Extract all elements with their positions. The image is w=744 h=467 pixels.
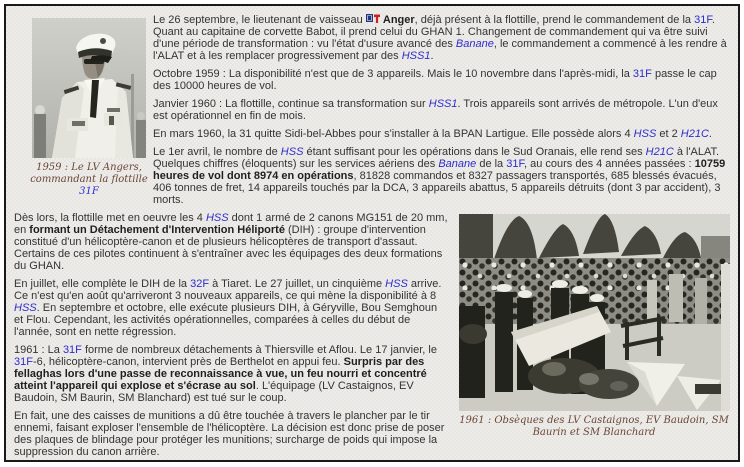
- link-hss[interactable]: HSS: [205, 212, 229, 224]
- text-segment: Dès lors, la flottille met en oeuvre les 4: [14, 212, 206, 224]
- text-segment: Le 1er avril, le nombre de: [153, 146, 281, 158]
- text-segment: 10759 heures de vol dont 8974 en opérations: [153, 158, 729, 182]
- text-segment: passe le cap des 10000 heures de vol.: [153, 68, 720, 92]
- text-segment: , déjà présent à la flottille, prend le commandement de la: [414, 14, 695, 26]
- link-hss[interactable]: HSS: [14, 302, 37, 314]
- funeral-photo: [459, 214, 730, 411]
- text-segment: . Trois appareils sont arrivés de métropole. L'un d'eux est opérationnel en fin de mois.: [153, 98, 721, 122]
- anger-link-icon[interactable]: [366, 13, 380, 24]
- text-segment: 1959 : Le LV Angers,: [36, 162, 142, 173]
- link-31f[interactable]: 31F: [694, 14, 712, 26]
- text-segment: à l'ALAT. Quelques chiffres (éloquents) sur les services aériens des: [153, 146, 723, 170]
- text-segment: Janvier 1960 : La flottille, continue sa transformation sur: [153, 98, 429, 110]
- link-banane[interactable]: Banane: [455, 38, 494, 50]
- link-h21c[interactable]: H21C: [680, 128, 709, 140]
- figure-angers-portrait: [30, 18, 151, 198]
- link-32f[interactable]: 32F: [190, 278, 210, 290]
- link-hss[interactable]: HSS: [633, 128, 657, 140]
- text-segment: .: [430, 50, 434, 62]
- text-segment: Anger: [382, 14, 415, 26]
- link-31f[interactable]: 31F: [79, 186, 99, 197]
- link-31f[interactable]: 31F: [14, 356, 33, 368]
- text-segment: formant un Détachement d'Intervention Héliporté: [29, 224, 285, 236]
- text-segment: Octobre 1959 : La disponibilité n'est que de 3 appareils. Mais le 10 novembre dans l'après-midi, la: [153, 68, 633, 80]
- link-31f[interactable]: 31F: [632, 68, 652, 80]
- text-segment: En juillet, elle complète le DIH de la: [14, 278, 191, 290]
- link-banane[interactable]: Banane: [438, 158, 477, 170]
- text-segment: . Quant au capitaine de corvette Babot, il prend celui du GHAN 1. Changement de commandement qui va être suivi d'une période de transformation : vu l'état d'usure avancé des: [153, 14, 718, 50]
- link-hss[interactable]: HSS: [280, 146, 304, 158]
- link-h21c[interactable]: H21C: [645, 146, 674, 158]
- article: [6, 6, 738, 458]
- text-segment: , au cours des 4 années passées :: [523, 158, 695, 170]
- text-segment: dont 1 armé de 2 canons MG151 de 20 mm, en: [14, 212, 451, 236]
- content-frame: [4, 4, 740, 462]
- text-segment: et 2: [656, 128, 681, 140]
- text-segment: -6, hélicoptère-canon, intervient près de Berthelot en appui feu.: [32, 356, 344, 368]
- text-segment: Surpris par des fellaghas lors d'une passe de reconnaissance à vue, un feu nourri et concentré atteint l'appareil qui explose et s'écrase au sol: [14, 356, 430, 392]
- link-31f[interactable]: 31F: [62, 344, 82, 356]
- text-segment: 1961 : La: [14, 344, 63, 356]
- text-segment: de la: [476, 158, 507, 170]
- text-segment: à Tiaret. Le 27 juillet, un cinquième: [209, 278, 386, 290]
- link-31f[interactable]: 31F: [506, 158, 524, 170]
- link-hss1[interactable]: HSS1: [428, 98, 458, 110]
- text-segment: En fait, une des caisses de munitions a dû être touchée à travers le plancher par le tir ennemi, faisant exploser l'ensemble de l'hélicoptère. La décision est donc prise de poser des plaques de blindage pour protéger les munitions; surcharge de poids qui impose la suppression du canon arrière.: [14, 410, 448, 458]
- text-segment: En mars 1960, la 31 quitte Sidi-bel-Abbes pour s'installer à la BPAN Lartigue. Elle possède alors 4: [153, 128, 634, 140]
- link-hss1[interactable]: HSS1: [401, 50, 431, 62]
- text-segment: commandant la flottille: [30, 174, 151, 185]
- text-segment: , 81828 commandos et 8327 passagers transportés, 685 blessés évacués, 406 tonnes de fret, 14 appareils touchés par la DCA, 3 appareils abattus, 5 appareils détruits (dont 3 par accident), 3 morts.: [153, 170, 724, 206]
- text-segment: . L'équipage (LV Castaignos, EV Baudoin, SM Baurin, SM Blanchard) est tué sur le coup.: [14, 380, 417, 404]
- text-segment: étant suffisant pour les opérations dans le Sud Oranais, elle rend ses: [303, 146, 646, 158]
- text-segment: . En septembre et octobre, elle exécute plusieurs DIH, à Géryville, Bou Semghoun et Flou. Cependant, les activités opérationnelles, comparées à celles du début de l'année, sont en nette régression.: [14, 302, 441, 338]
- right-photo-caption: [458, 415, 730, 439]
- link-hss[interactable]: HSS: [385, 278, 408, 290]
- figure-funeral: [458, 214, 730, 439]
- text-segment: arrive. Ce n'est qu'en août qu'arriveront 3 nouveaux appareils, ce qui mène la disponibilité à 8: [14, 278, 445, 302]
- text-segment: Le 26 septembre, le lieutenant de vaisseau: [153, 14, 366, 26]
- text-segment: .: [708, 128, 712, 140]
- right-edge: [721, 264, 730, 411]
- left-photo-caption: [30, 162, 151, 198]
- text-segment: 1961 : Obsèques des LV Castaignos, EV Baudoin, SM Baurin et SM Blanchard: [459, 415, 732, 438]
- angers-portrait-photo: [32, 18, 146, 158]
- text-segment: (DIH) : groupe d'intervention constitué d'un hélicoptère-canon et de plusieurs hélicoptères de transport d'assaut. Certains de ces pilotes continuent à s'entraîner avec les équipages des deux formations du GHAN.: [14, 224, 446, 272]
- text-segment: forme de nombreux détachements à Thiersville et Aflou. Le 17 janvier, le: [81, 344, 441, 356]
- text-segment: , le commandement a commencé à les rendre à l'ALAT et à les remplacer progressivement par des: [153, 38, 730, 62]
